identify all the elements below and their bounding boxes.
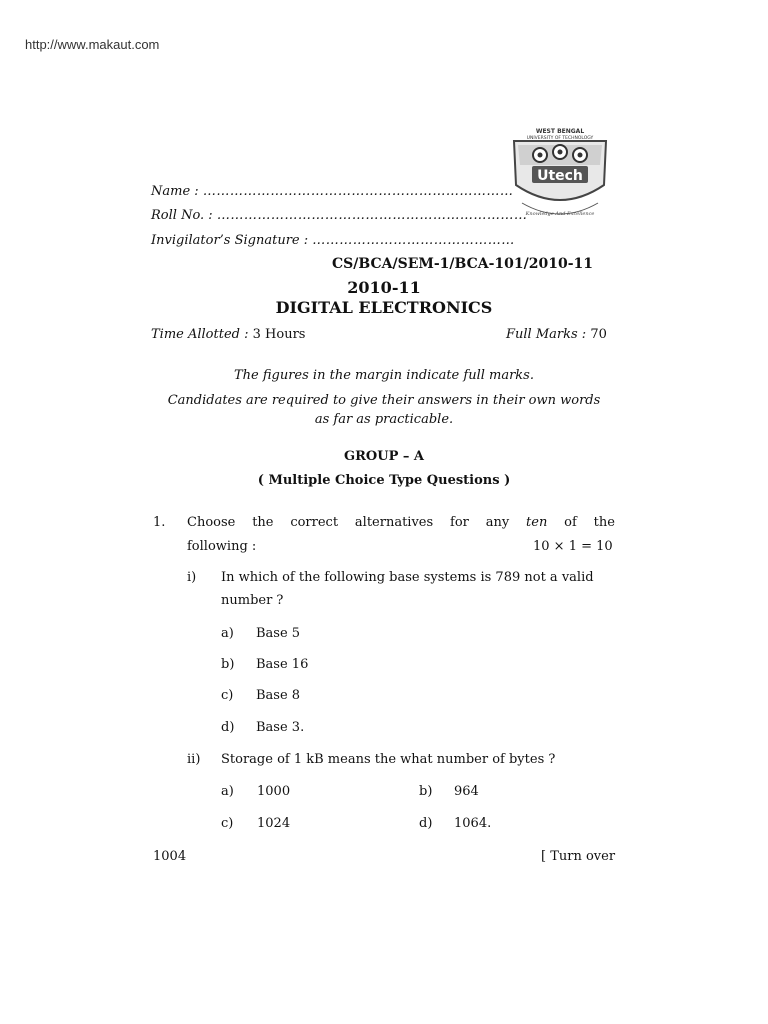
q1-marks: 10 × 1 = 10: [533, 539, 613, 554]
q1-word: correct: [290, 515, 339, 530]
name-label: Name :: [151, 184, 199, 199]
option-text: Base 16: [256, 657, 309, 672]
q1-line-1: [187, 515, 615, 530]
option-text: Base 3.: [256, 720, 305, 735]
marks-value: 70: [590, 327, 607, 342]
group-title: GROUP – A: [344, 449, 424, 464]
instruction-line-2a: Candidates are required to give their answers in their own words: [167, 393, 601, 408]
q1-word: alternatives: [354, 515, 434, 530]
sub-q1-number: i): [187, 570, 197, 585]
option-label: b): [419, 784, 433, 799]
option-text: Base 5: [256, 626, 301, 641]
option-label: d): [419, 816, 433, 831]
roll-dots: ……………………………………………………………: [216, 208, 528, 223]
q1-word: the: [252, 515, 274, 530]
sub-q1-text-2: number ?: [221, 593, 284, 608]
option-label: a): [221, 626, 234, 641]
source-url[interactable]: http://www.makaut.com: [25, 37, 160, 52]
exam-year: 2010-11: [347, 278, 421, 297]
option-label: c): [221, 816, 234, 831]
full-marks: [506, 327, 607, 342]
roll-label: Roll No. :: [151, 208, 213, 223]
q1-word: any: [485, 515, 510, 530]
turn-over: [ Turn over: [541, 849, 616, 864]
paper-code: 1004: [153, 849, 187, 864]
signature-field: [151, 233, 515, 248]
q1-word: ten: [526, 515, 548, 530]
option-label: d): [221, 720, 235, 735]
instruction-line-2b: as far as practicable.: [314, 412, 454, 427]
time-allotted: [151, 327, 305, 342]
option-text: 1024: [257, 816, 291, 831]
q1-word: the: [593, 515, 615, 530]
option-label: a): [221, 784, 234, 799]
name-field: [151, 184, 513, 199]
signature-dots: ………………………………………: [312, 233, 515, 248]
q1-number: 1.: [153, 515, 166, 530]
logo-name: Utech: [537, 168, 583, 184]
logo-top-text: WEST BENGAL: [535, 128, 585, 135]
sub-q2-text: Storage of 1 kB means the what number of bytes ?: [221, 752, 556, 767]
logo-motto: Knowledge And Excellence: [525, 211, 595, 217]
option-text: 964: [454, 784, 479, 799]
roll-field: [151, 208, 527, 223]
option-text: 1064.: [454, 816, 492, 831]
time-label: Time Allotted :: [151, 327, 249, 342]
exam-code: CS/BCA/SEM-1/BCA-101/2010-11: [332, 256, 594, 272]
option-label: c): [221, 688, 234, 703]
q1-word: of: [564, 515, 577, 530]
sub-q2-number: ii): [187, 752, 201, 767]
q1-line-2: following :: [187, 539, 257, 554]
signature-label: Invigilator’s Signature :: [151, 233, 309, 248]
option-text: 1000: [257, 784, 291, 799]
option-label: b): [221, 657, 235, 672]
name-dots: ……………………………………………………………: [202, 184, 514, 199]
q1-word: Choose: [187, 515, 236, 530]
group-subtitle: ( Multiple Choice Type Questions ): [257, 473, 511, 488]
exam-subject: DIGITAL ELECTRONICS: [275, 298, 493, 317]
logo-sub-text: UNIVERSITY OF TECHNOLOGY: [526, 136, 594, 141]
option-text: Base 8: [256, 688, 301, 703]
time-value: 3 Hours: [252, 327, 306, 342]
q1-word: for: [450, 515, 469, 530]
instruction-line-1: The figures in the margin indicate full marks.: [233, 368, 534, 383]
sub-q1-text-1: In which of the following base systems is 789 not a valid: [221, 570, 594, 585]
marks-label: Full Marks :: [506, 327, 587, 342]
